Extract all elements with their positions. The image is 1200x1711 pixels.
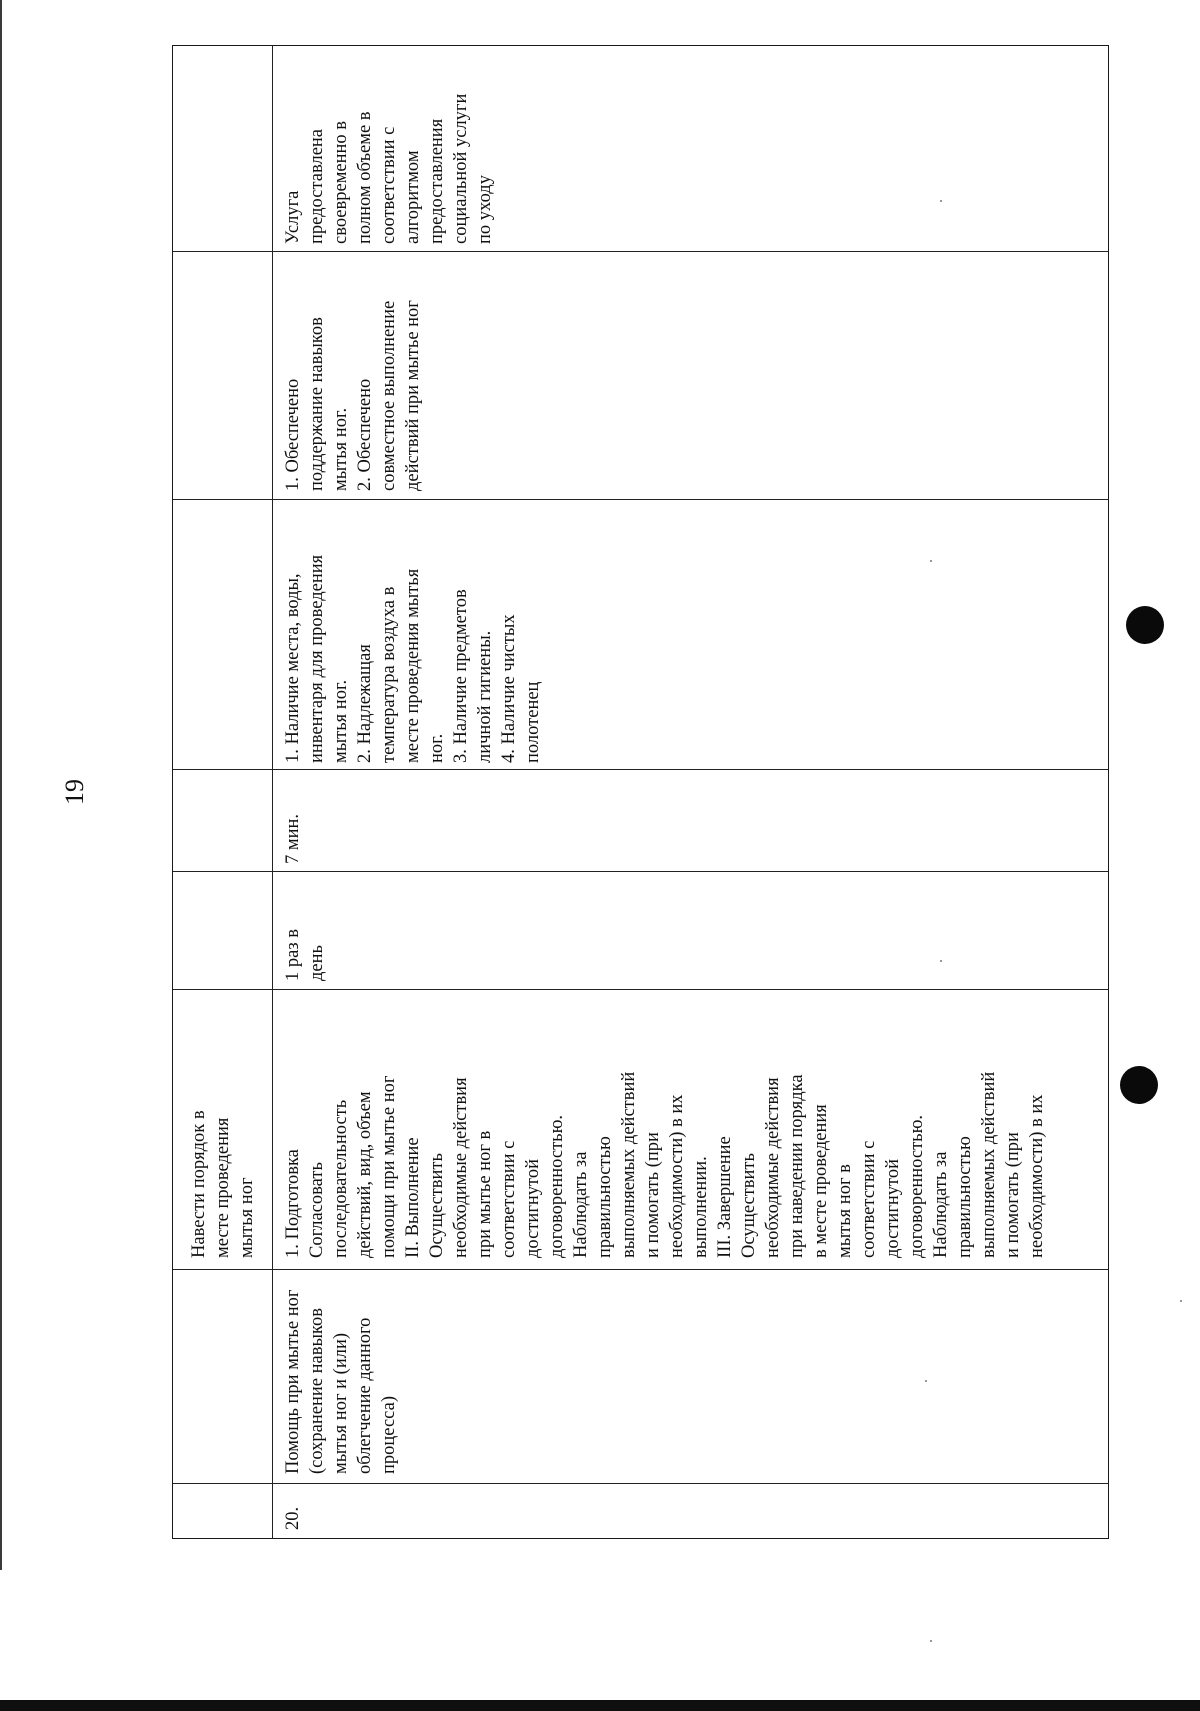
service-quality: Услуга предоставлена своевременно в полном объеме в соответствии с алгоритмом предоставления социальной услуги по уходу bbox=[283, 93, 495, 244]
service-duration: 7 мин. bbox=[283, 813, 303, 864]
scan-left-edge bbox=[0, 0, 2, 1570]
service-frequency: 1 раз в день bbox=[283, 928, 327, 981]
scan-speck bbox=[925, 1380, 927, 1382]
column-divider-duration-conditions bbox=[173, 769, 1108, 770]
scan-speck bbox=[1180, 1300, 1182, 1302]
service-actions: 1. Подготовка Согласовать последовательность действий, вид, объем помощи при мытье ног II. Выполнение Осуществить необходимые действия при мытье ног в соответствии с достигнутой договоренностью. Наблюдать за правильностью выполняемых действий и помогать (при необходимости) в их выполнении. III. Завершение Осуществить необходимые действия при наведении порядка в месте проведения мытья ног в соответствии с достигнутой договоренностью. Наблюдать за правильностью выполняемых действий и помогать (при необходимости) в их bbox=[283, 1071, 1047, 1258]
header-cell-col3: Навести порядок в месте проведения мытья ног bbox=[189, 1110, 257, 1258]
scan-speck bbox=[940, 200, 942, 202]
punch-hole-top bbox=[1126, 606, 1164, 644]
service-conditions: 1. Наличие места, воды, инвентаря для проведения мытья ног. 2. Надлежащая температура воздуха в месте проведения мытья ног. 3. Наличие предметов личной гигиены. 4. Наличие чистых полотенец bbox=[283, 554, 543, 763]
scan-speck bbox=[940, 960, 942, 962]
rotated-table bbox=[172, 45, 1109, 1539]
row-number: 20. bbox=[283, 1506, 303, 1530]
column-divider-conditions-results bbox=[173, 499, 1108, 500]
column-divider-name-actions bbox=[173, 1269, 1108, 1270]
column-divider-number-name bbox=[173, 1483, 1108, 1484]
scan-bottom-border bbox=[0, 1700, 1200, 1711]
service-name: Помощь при мытье ног (сохранение навыков мытья ног и (или) облегчение данного процесса) bbox=[283, 1289, 399, 1474]
column-divider-results-quality bbox=[173, 251, 1108, 252]
column-divider-actions-frequency bbox=[173, 989, 1108, 990]
row-divider-header bbox=[272, 46, 273, 1538]
scan-speck bbox=[930, 1640, 932, 1642]
punch-hole-bottom bbox=[1120, 1066, 1158, 1104]
scan-speck bbox=[930, 560, 932, 562]
column-divider-frequency-duration bbox=[173, 871, 1108, 872]
page-number: 19 bbox=[60, 779, 89, 805]
service-results: 1. Обеспечено поддержание навыков мытья ног. 2. Обеспечено совместное выполнение действий при мытье ног bbox=[283, 300, 423, 491]
